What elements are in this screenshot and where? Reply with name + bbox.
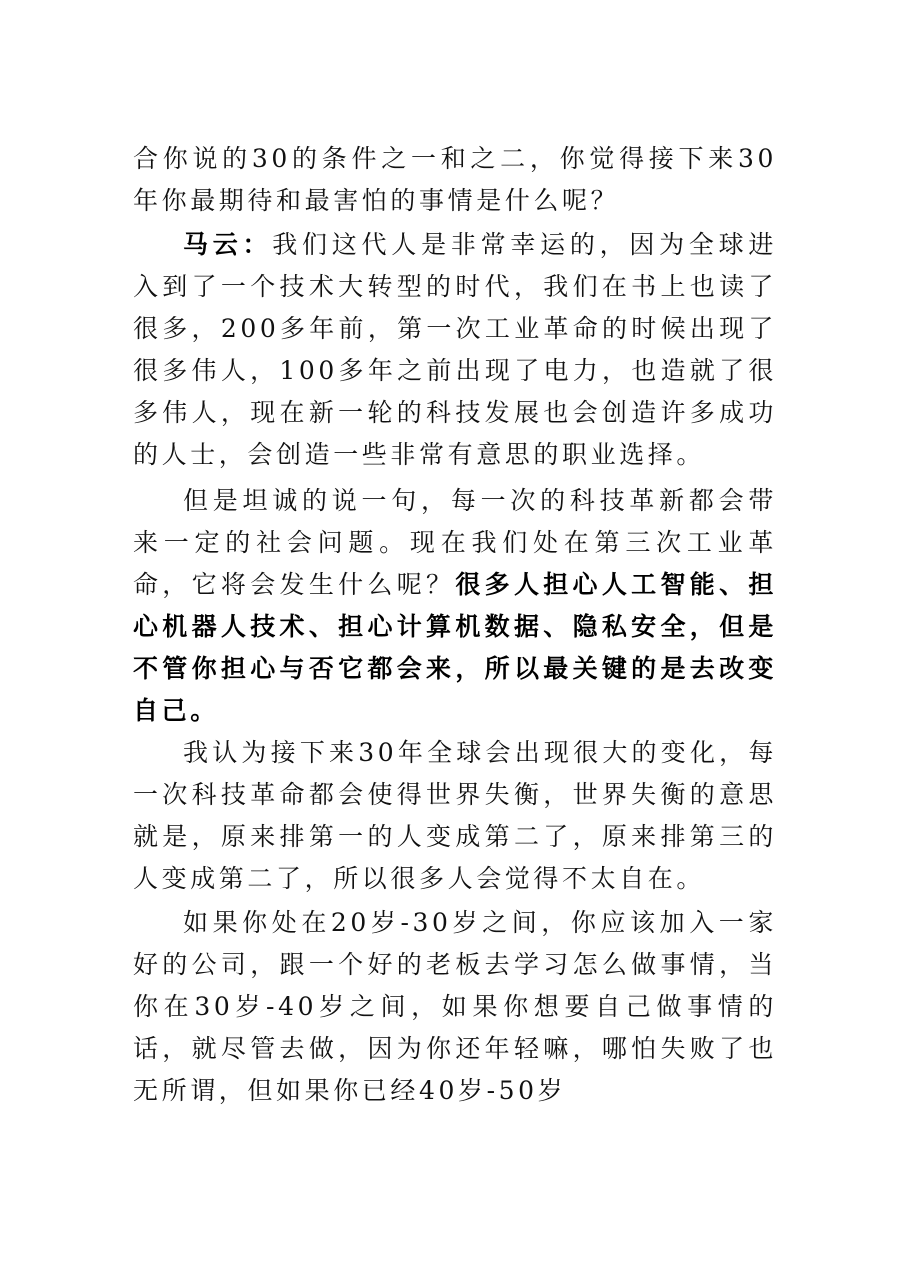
world-change-text: 我认为接下来30年全球会出现很大的变化，每一次科技革命都会使得世界失衡，世界失衡的意思就是，原来排第一的人变成第二了，原来排第三的人变成第二了，所以很多人会觉得不太自在。 <box>133 738 777 893</box>
key-point-bold-text: 很多人担心人工智能、担心机器人技术、担心计算机数据、隐私安全，但是不管你担心与否它都会来，所以最关键的是去改变自己。 <box>133 570 777 725</box>
paragraph-answer-intro <box>133 224 777 476</box>
answer-intro-text: 我们这代人是非常幸运的，因为全球进入到了一个技术大转型的时代，我们在书上也读了很多，200多年前，第一次工业革命的时候出现了很多伟人，100多年之前出现了电力，也造就了很多伟人，现在新一轮的科技发展也会创造许多成功的人士，会创造一些非常有意思的职业选择。 <box>133 230 777 469</box>
paragraph-age-advice <box>133 902 777 1112</box>
document-body <box>133 138 777 1112</box>
tech-concerns-text: 但是坦诚的说一句，每一次的科技革新都会带来一定的社会问题。现在我们处在第三次工业革命，它将会发生什么呢？ <box>133 486 777 599</box>
age-advice-text: 如果你处在20岁-30岁之间，你应该加入一家好的公司，跟一个好的老板去学习怎么做事情，当你在30岁-40岁之间，如果你想要自己做事情的话，就尽管去做，因为你还年轻嘛，哪怕失败了也无所谓，但如果你已经40岁-50岁 <box>133 908 777 1105</box>
paragraph-tech-concerns <box>133 480 777 732</box>
speaker-label: 马云： <box>183 230 273 259</box>
question-text: 合你说的30的条件之一和之二，你觉得接下来30年你最期待和最害怕的事情是什么呢？ <box>133 144 777 215</box>
paragraph-question <box>133 138 777 222</box>
paragraph-world-change <box>133 732 777 900</box>
